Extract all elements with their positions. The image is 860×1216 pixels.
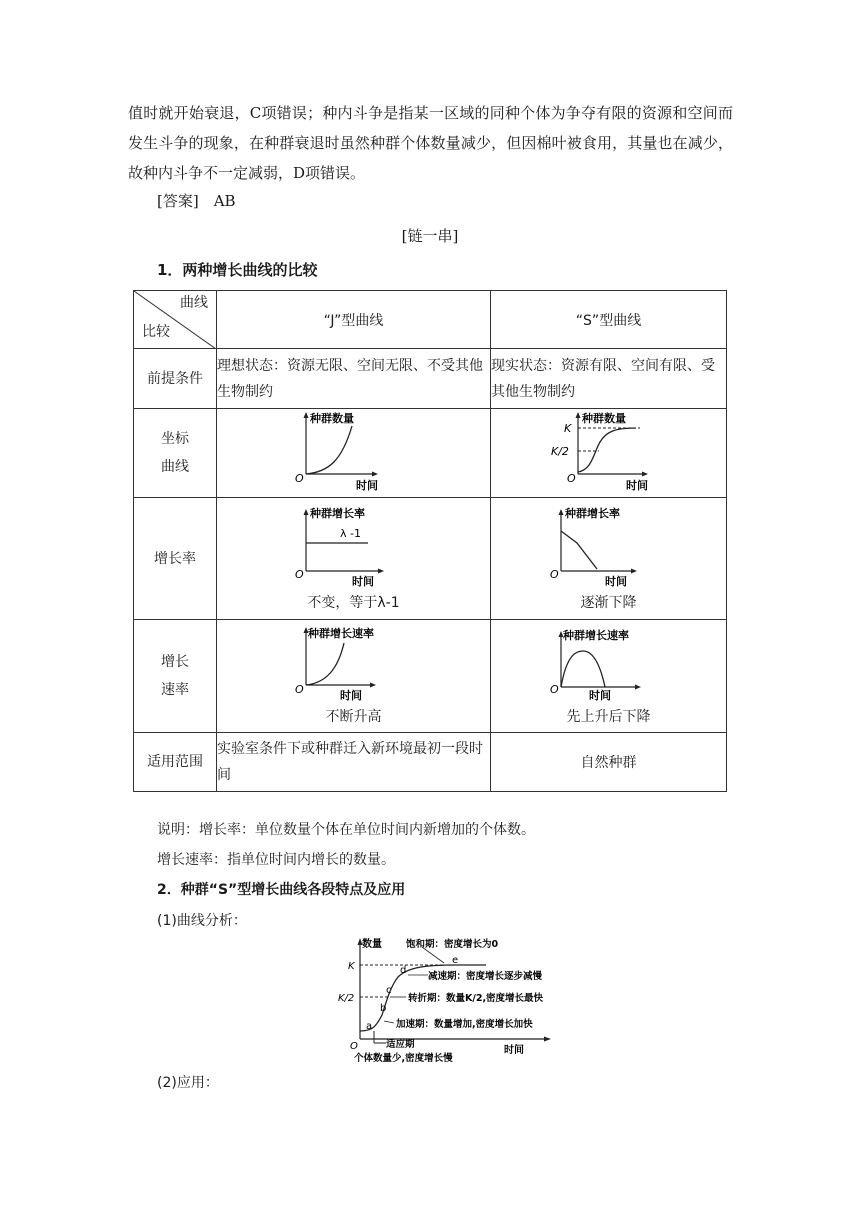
big-k2: K/2 — [338, 993, 355, 1004]
big-xlabel: 时间 — [504, 1045, 524, 1056]
j-count-graph-cell — [217, 409, 491, 498]
s-count-graph — [544, 410, 674, 492]
s-speed-xlabel: 时间 — [588, 689, 611, 701]
header-s-curve: “S”型曲线 — [491, 291, 727, 349]
phase-acceleration: 加速期：数量增加,密度增长加快 — [396, 1019, 533, 1030]
row-label-scope: 适用范围 — [134, 733, 217, 792]
s-rate-xlabel: 时间 — [604, 574, 627, 587]
header-j-curve: “J”型曲线 — [217, 291, 491, 349]
s-speed-caption: 先上升后下降 — [566, 709, 651, 725]
j-count-xlabel: 时间 — [355, 479, 378, 492]
j-count-origin: O — [294, 472, 304, 485]
s-rate-graph — [549, 505, 669, 587]
heading-s-curve: 2．种群“S”型增长曲线各段特点及应用 — [157, 882, 406, 898]
row-label-speed — [134, 620, 217, 733]
premise-s: 现实状态：资源有限、空间有限、受其他生物制约 — [491, 349, 727, 409]
s-rate-cell — [491, 498, 727, 620]
corner-cell — [134, 291, 217, 349]
s-count-k: K — [563, 422, 571, 435]
speed-label-line1: 增长 — [161, 654, 189, 670]
j-speed-ylabel: 种群增长速率 — [307, 627, 374, 640]
s-count-graph-cell — [491, 409, 727, 498]
s-count-origin: O — [566, 472, 576, 485]
phase-deceleration: 减速期：密度增长逐步减慢 — [428, 971, 543, 982]
phase-saturation: 饱和期：密度增长为0 — [406, 939, 499, 950]
big-origin: O — [350, 1041, 358, 1052]
j-rate-caption: 不变，等于λ-1 — [307, 594, 400, 611]
s-speed-origin: O — [549, 683, 559, 696]
scope-j: 实验室条件下或种群迁入新环境最初一段时间 — [217, 733, 491, 792]
j-rate-cell — [217, 498, 491, 620]
phase-adaptation: 适应期 — [386, 1039, 415, 1050]
curve-label-line1: 坐标 — [161, 431, 189, 447]
curve-label-line2: 曲线 — [161, 459, 189, 475]
comparison-table — [133, 290, 727, 792]
point-e: e — [452, 955, 459, 966]
j-speed-xlabel: 时间 — [339, 689, 362, 701]
big-ylabel: 数量 — [362, 939, 382, 950]
j-rate-graph — [294, 505, 414, 587]
row-label-rate: 增长率 — [134, 498, 217, 620]
s-curve-phase-diagram — [336, 935, 556, 1067]
s-rate-caption: 逐渐下降 — [580, 594, 637, 611]
s-rate-origin: O — [549, 567, 559, 581]
scope-s: 自然种群 — [491, 733, 727, 792]
j-rate-lambda: λ -1 — [339, 526, 361, 540]
point-d: d — [400, 965, 407, 976]
j-rate-xlabel: 时间 — [351, 574, 374, 587]
section-title: [链一串] — [401, 227, 459, 245]
point-c: c — [386, 985, 392, 996]
premise-j: 理想状态：资源无限、空间无限、不受其他生物制约 — [217, 349, 491, 409]
corner-bottom-label: 比较 — [142, 324, 170, 340]
sub-application: (2)应用： — [157, 1075, 219, 1091]
j-speed-cell — [217, 620, 491, 733]
sub-curve-analysis: (1)曲线分析： — [157, 913, 247, 929]
phase-turning: 转折期：数量K/2,密度增长最快 — [408, 993, 544, 1004]
j-count-ylabel: 种群数量 — [309, 412, 354, 425]
s-rate-ylabel: 种群增长率 — [564, 506, 620, 520]
phase-adaptation-note: 个体数量少,密度增长慢 — [354, 1053, 453, 1064]
corner-top-label: 曲线 — [180, 295, 208, 311]
note-growth-speed: 增长速率：指单位时间内增长的数量。 — [157, 852, 395, 868]
big-k: K — [348, 961, 355, 972]
s-count-k2: K/2 — [550, 445, 569, 458]
answer-line: [答案] AB — [157, 192, 236, 210]
j-count-graph — [294, 410, 414, 492]
j-speed-origin: O — [294, 683, 304, 696]
note-growth-rate: 说明：增长率：单位数量个体在单位时间内新增加的个体数。 — [157, 822, 535, 838]
s-count-xlabel: 时间 — [625, 479, 648, 492]
speed-label-line2: 速率 — [161, 682, 189, 698]
s-speed-ylabel: 种群增长速率 — [562, 629, 629, 642]
s-count-ylabel: 种群数量 — [581, 412, 626, 425]
s-speed-graph — [549, 625, 669, 701]
point-b: b — [380, 1003, 387, 1014]
row-label-curve — [134, 409, 217, 498]
row-label-premise: 前提条件 — [134, 349, 217, 409]
j-rate-ylabel: 种群增长率 — [309, 506, 365, 520]
explanation-paragraph: 值时就开始衰退，C项错误；种内斗争是指某一区域的同种个体为争夺有限的资源和空间而发生斗争的现象，在种群衰退时虽然种群个体数量减少，但因棉叶被食用，其量也在减少，故种内斗争不一定减弱，D项错误。 — [128, 104, 733, 182]
point-a: a — [366, 1021, 373, 1032]
s-speed-cell — [491, 620, 727, 733]
j-speed-graph — [294, 625, 414, 701]
heading-comparison: 1．两种增长曲线的比较 — [157, 261, 318, 279]
j-speed-caption: 不断升高 — [325, 709, 382, 725]
j-rate-origin: O — [294, 567, 304, 581]
